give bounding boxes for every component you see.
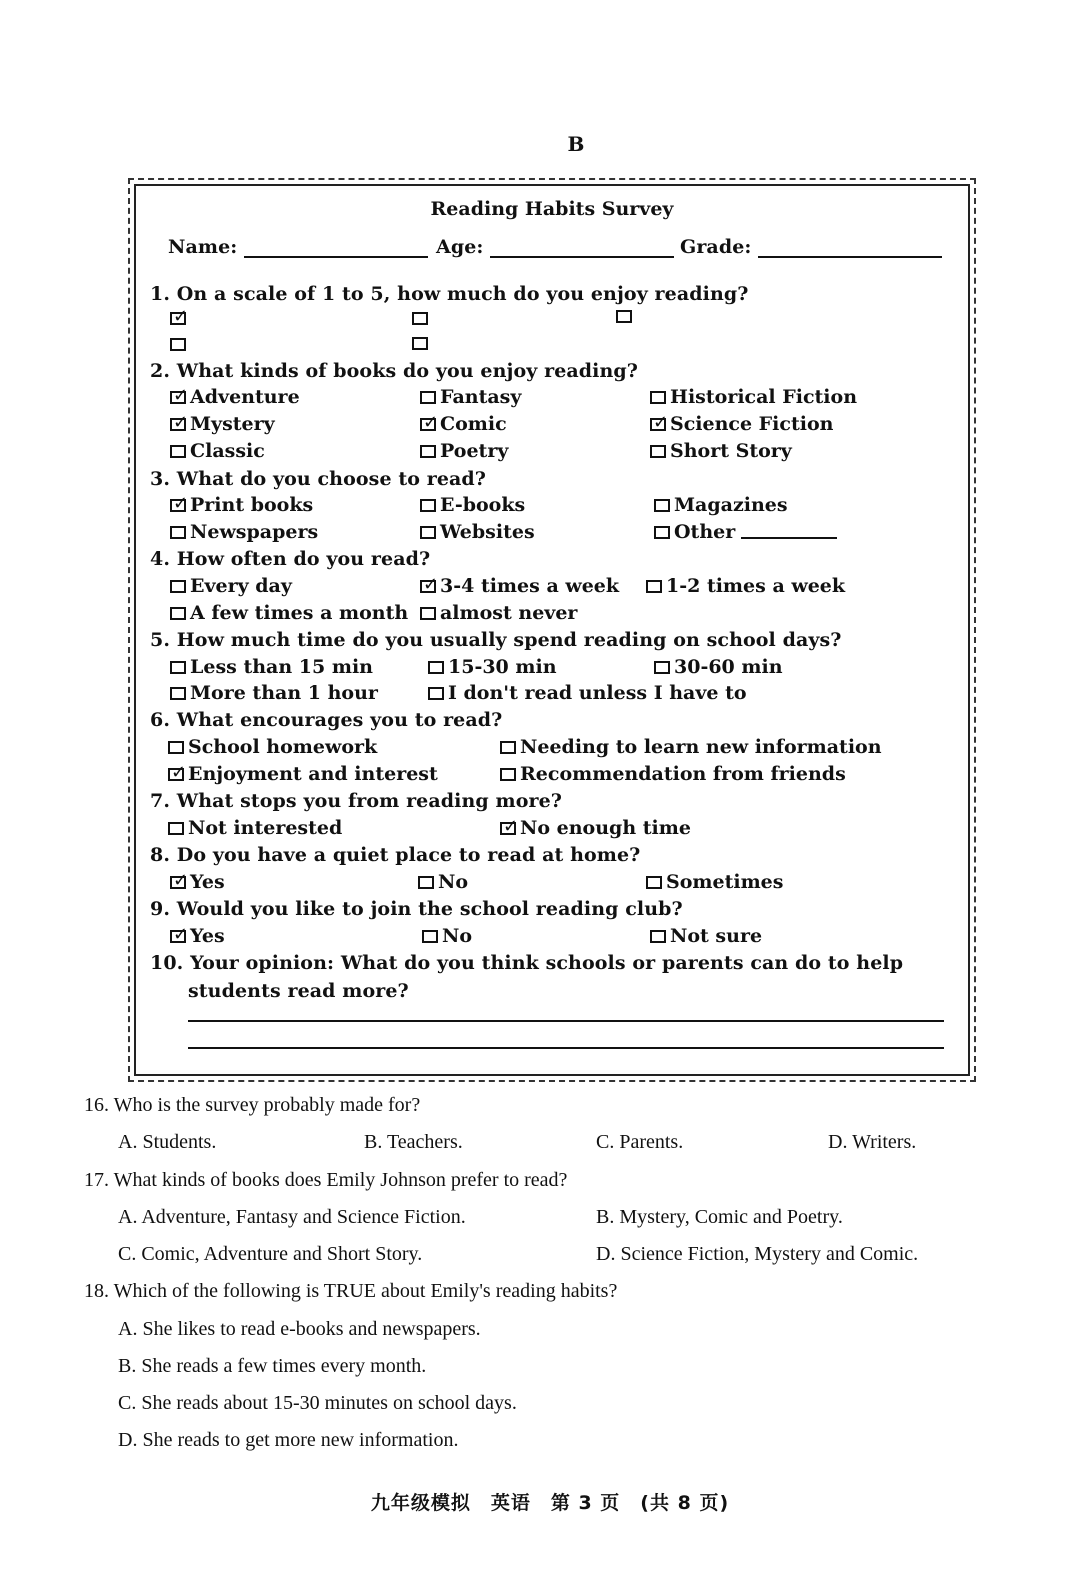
q6-option-learn-info[interactable] (500, 736, 882, 758)
q3-option-magazines[interactable] (654, 494, 788, 516)
checkbox[interactable] (500, 768, 516, 781)
checkbox[interactable] (168, 768, 184, 781)
option-label: Every day (190, 575, 292, 597)
option-label: Mystery (190, 413, 275, 435)
survey-title: Reading Habits Survey (430, 198, 674, 220)
q2-option-comic[interactable] (420, 413, 507, 435)
q8-option-no[interactable] (418, 871, 468, 893)
option-label: 1-2 times a week (666, 575, 846, 597)
checkbox[interactable] (168, 741, 184, 754)
q2-option-poetry[interactable] (420, 440, 508, 462)
checkbox[interactable] (646, 876, 662, 889)
checkbox[interactable] (170, 526, 186, 539)
q9-option-not-sure[interactable] (650, 925, 762, 947)
question-17-option-b[interactable]: B. Mystery, Comic and Poetry. (596, 1206, 843, 1228)
q2-option-mystery[interactable] (170, 413, 275, 435)
age-label: Age: (436, 236, 484, 258)
q10-answer-line-1[interactable] (188, 1020, 944, 1022)
option-label: No (438, 871, 469, 893)
option-label: Less than 15 min (190, 656, 373, 678)
question-16-option-a[interactable]: A. Students. (118, 1131, 217, 1153)
checkbox[interactable] (170, 580, 186, 593)
q2-option-science-fiction[interactable] (650, 413, 833, 435)
checkbox[interactable] (654, 661, 670, 674)
question-16-option-c[interactable]: C. Parents. (596, 1131, 684, 1153)
checkbox[interactable] (170, 607, 186, 620)
q6-option-school-homework[interactable] (168, 736, 377, 758)
q3-option-websites[interactable] (420, 521, 535, 543)
option-label: Needing to learn new information (520, 736, 882, 758)
q3-option-other[interactable] (654, 521, 837, 543)
option-label: Classic (190, 440, 265, 462)
option-label: Poetry (440, 440, 509, 462)
q1-box-2[interactable] (412, 312, 432, 325)
q6-text: 6. What encourages you to read? (150, 709, 503, 731)
option-label: Adventure (190, 386, 300, 408)
option-label: Not sure (670, 925, 763, 947)
option-label: Comic (440, 413, 507, 435)
option-label: Enjoyment and interest (188, 763, 438, 785)
q5-option-30-60[interactable] (654, 656, 783, 678)
option-label: I don't read unless I have to (448, 682, 747, 704)
option-label: Yes (190, 925, 225, 947)
grade-label: Grade: (680, 236, 752, 258)
question-18-option-b[interactable]: B. She reads a few times every month. (118, 1355, 427, 1377)
q1-text: 1. On a scale of 1 to 5, how much do you enjoy reading? (150, 283, 749, 305)
q10-text-line1: 10. Your opinion: What do you think schools or parents can do to help (150, 952, 904, 974)
name-label: Name: (168, 236, 238, 258)
q2-option-historical-fiction[interactable] (650, 386, 857, 408)
age-field (436, 236, 674, 258)
checkbox[interactable] (650, 391, 666, 404)
q2-option-fantasy[interactable] (420, 386, 521, 408)
checkbox[interactable] (170, 876, 186, 889)
checkbox[interactable] (646, 580, 662, 593)
checkbox[interactable] (168, 822, 184, 835)
section-letter: B (567, 132, 585, 156)
age-blank[interactable] (490, 240, 674, 258)
option-label: A few times a month (190, 602, 409, 624)
name-field (168, 236, 428, 258)
option-label: Yes (190, 871, 225, 893)
q5-text: 5. How much time do you usually spend reading on school days? (150, 629, 842, 651)
option-label: Newspapers (190, 521, 319, 543)
checkbox[interactable] (650, 930, 666, 943)
option-label: Print books (190, 494, 314, 516)
checkbox[interactable] (420, 580, 436, 593)
q3-text: 3. What do you choose to read? (150, 468, 487, 490)
q1-box-3[interactable] (616, 310, 636, 323)
q4-option-almost-never[interactable] (420, 602, 577, 624)
q7-option-no-time[interactable] (500, 817, 691, 839)
option-label: Magazines (674, 494, 788, 516)
q9-option-no[interactable] (422, 925, 472, 947)
option-label: Short Story (670, 440, 792, 462)
q4-option-1-2-times[interactable] (646, 575, 845, 597)
q5-option-dont-read[interactable] (428, 682, 747, 704)
option-label: Sometimes (666, 871, 784, 893)
option-label: School homework (188, 736, 378, 758)
option-label: 30-60 min (674, 656, 783, 678)
checkbox[interactable] (420, 607, 436, 620)
option-label: No enough time (520, 817, 691, 839)
option-label: almost never (440, 602, 578, 624)
checkbox[interactable] (500, 741, 516, 754)
checkbox-3[interactable] (616, 310, 632, 323)
q2-text: 2. What kinds of books do you enjoy reading? (150, 360, 639, 382)
option-label: 3-4 times a week (440, 575, 620, 597)
checkbox[interactable] (170, 687, 186, 700)
question-18-option-d[interactable]: D. She reads to get more new information. (118, 1429, 459, 1451)
q5-option-less-15[interactable] (170, 656, 373, 678)
q7-option-not-interested[interactable] (168, 817, 342, 839)
q4-option-every-day[interactable] (170, 575, 292, 597)
checkbox[interactable] (170, 661, 186, 674)
q8-text: 8. Do you have a quiet place to read at home? (150, 844, 641, 866)
question-16-stem: 16. Who is the survey probably made for? (84, 1094, 421, 1116)
q10-text-line2: students read more? (188, 980, 409, 1002)
checkbox[interactable] (170, 499, 186, 512)
q3-option-e-books[interactable] (420, 494, 525, 516)
checkbox[interactable] (428, 687, 444, 700)
checkbox-1[interactable] (170, 312, 186, 325)
checkbox[interactable] (420, 391, 436, 404)
q4-option-3-4-times[interactable] (420, 575, 619, 597)
option-label: No (442, 925, 473, 947)
checkbox[interactable] (650, 445, 666, 458)
checkbox[interactable] (418, 876, 434, 889)
question-17-option-a[interactable]: A. Adventure, Fantasy and Science Fiction. (118, 1206, 466, 1228)
checkbox[interactable] (650, 418, 666, 431)
option-label: 15-30 min (448, 656, 557, 678)
q7-text: 7. What stops you from reading more? (150, 790, 562, 812)
q1-box-5[interactable] (412, 337, 432, 350)
option-label: Websites (440, 521, 535, 543)
question-17-option-c[interactable]: C. Comic, Adventure and Short Story. (118, 1243, 423, 1265)
checkbox[interactable] (170, 418, 186, 431)
q5-option-more-1-hour[interactable] (170, 682, 378, 704)
question-18-stem: 18. Which of the following is TRUE about Emily's reading habits? (84, 1280, 618, 1302)
checkbox[interactable] (654, 499, 670, 512)
q4-text: 4. How often do you read? (150, 548, 431, 570)
q3-option-print-books[interactable] (170, 494, 313, 516)
q5-option-15-30[interactable] (428, 656, 557, 678)
name-blank[interactable] (244, 240, 428, 258)
question-16-option-b[interactable]: B. Teachers. (364, 1131, 463, 1153)
checkbox[interactable] (170, 445, 186, 458)
question-17-option-d[interactable]: D. Science Fiction, Mystery and Comic. (596, 1243, 919, 1265)
q2-option-classic[interactable] (170, 440, 265, 462)
checkbox-2[interactable] (412, 312, 428, 325)
grade-blank[interactable] (758, 240, 942, 258)
q3-option-newspapers[interactable] (170, 521, 318, 543)
question-16-option-d[interactable]: D. Writers. (828, 1131, 917, 1153)
q8-option-yes[interactable] (170, 871, 225, 893)
q1-box-4[interactable] (170, 338, 190, 351)
other-blank[interactable] (741, 525, 837, 539)
option-label: More than 1 hour (190, 682, 378, 704)
checkbox-5[interactable] (412, 337, 428, 350)
option-label: Historical Fiction (670, 386, 858, 408)
option-label: Fantasy (440, 386, 522, 408)
option-label: E-books (440, 494, 526, 516)
checkbox[interactable] (654, 526, 670, 539)
q10-answer-line-2[interactable] (188, 1047, 944, 1049)
q4-option-few-times-month[interactable] (170, 602, 408, 624)
q2-option-short-story[interactable] (650, 440, 792, 462)
page-footer: 九年级模拟 英语 第 3 页 (共 8 页) (370, 1492, 730, 1514)
checkbox[interactable] (170, 391, 186, 404)
checkbox-4[interactable] (170, 338, 186, 351)
q9-text: 9. Would you like to join the school reading club? (150, 898, 683, 920)
checkbox[interactable] (420, 445, 436, 458)
checkbox[interactable] (420, 526, 436, 539)
checkbox[interactable] (422, 930, 438, 943)
q9-option-yes[interactable] (170, 925, 225, 947)
grade-field (680, 236, 942, 258)
option-label: Other (674, 521, 736, 543)
question-18-option-c[interactable]: C. She reads about 15-30 minutes on school days. (118, 1392, 517, 1414)
checkbox[interactable] (428, 661, 444, 674)
q6-option-recommendation[interactable] (500, 763, 846, 785)
checkbox[interactable] (500, 822, 516, 835)
option-label: Recommendation from friends (520, 763, 846, 785)
option-label: Science Fiction (670, 413, 834, 435)
q1-box-1[interactable] (170, 312, 190, 325)
q2-option-adventure[interactable] (170, 386, 300, 408)
q8-option-sometimes[interactable] (646, 871, 783, 893)
option-label: Not interested (188, 817, 343, 839)
checkbox[interactable] (420, 418, 436, 431)
checkbox[interactable] (170, 930, 186, 943)
checkbox[interactable] (420, 499, 436, 512)
question-18-option-a[interactable]: A. She likes to read e-books and newspapers. (118, 1318, 481, 1340)
question-17-stem: 17. What kinds of books does Emily Johnson prefer to read? (84, 1169, 568, 1191)
q6-option-enjoyment[interactable] (168, 763, 438, 785)
